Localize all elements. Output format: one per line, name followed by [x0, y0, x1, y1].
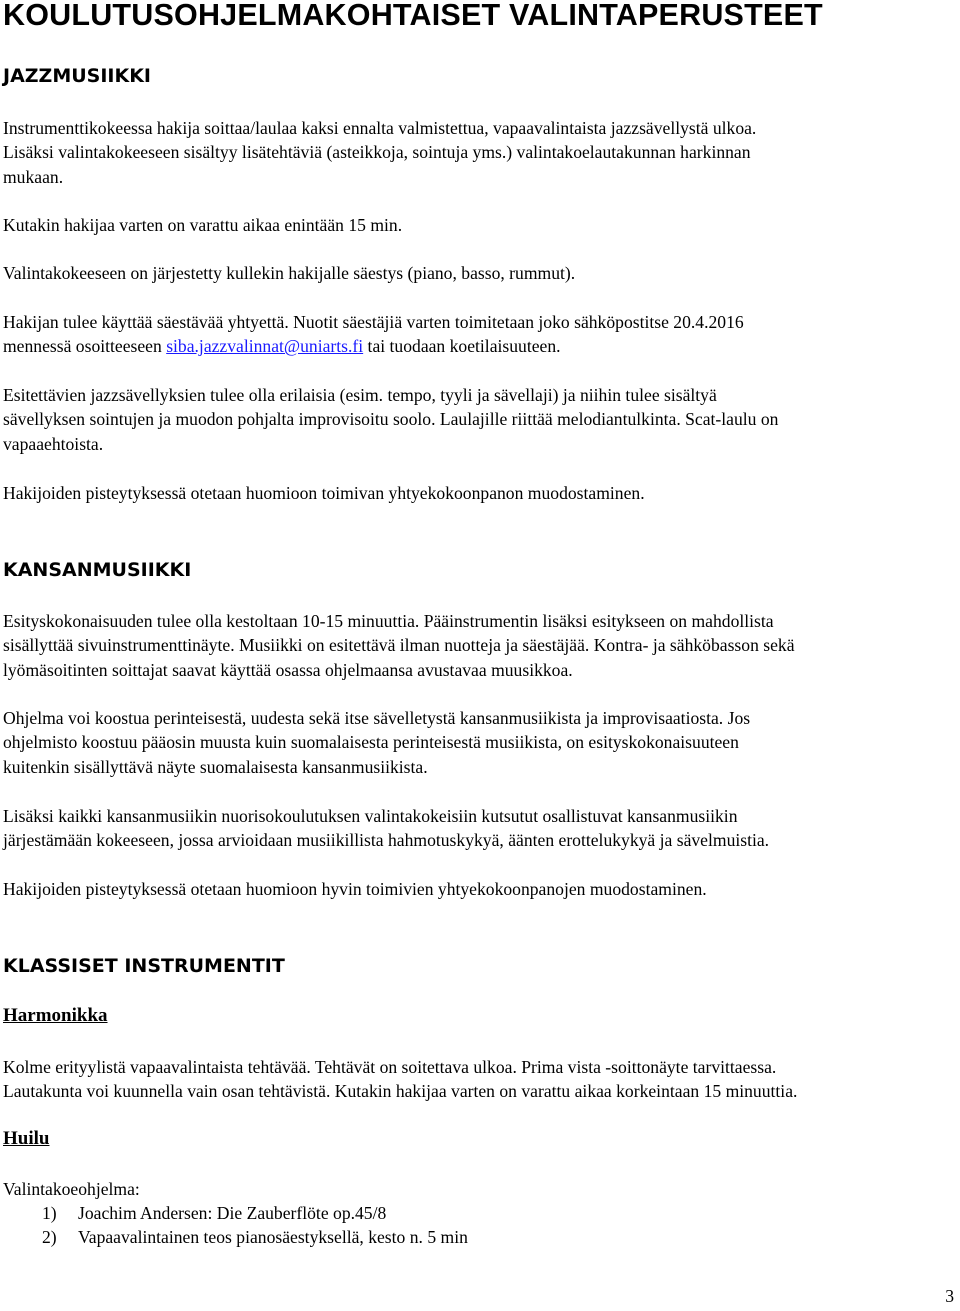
- text-line: Lisäksi valintakokeeseen sisältyy lisätehtäviä (asteikkoja, sointuja yms.) valintakoelautakunnan harkinnan: [3, 142, 751, 163]
- text-segment: tai tuodaan koetilaisuuteen.: [363, 336, 561, 357]
- text-line: Instrumenttikokeessa hakija soittaa/laulaa kaksi ennalta valmistettua, vapaavalintaista jazzsävellystä ulkoa.: [3, 118, 757, 138]
- text-line: Ohjelma voi koostua perinteisestä, uudesta sekä itse sävelletystä kansanmusiikista ja improvisaatiosta. Jos: [3, 708, 751, 728]
- text-line: Hakijoiden pisteytyksessä otetaan huomioon hyvin toimivien yhtyekokoonpanojen muodostaminen.: [3, 879, 707, 899]
- list-item-text: Joachim Andersen: Die Zauberflöte op.45/8: [78, 1203, 387, 1223]
- text-line: Valintakokeeseen on järjestetty kullekin hakijalle säestys (piano, basso, rummut).: [3, 263, 576, 283]
- jazz-paragraph-5: [3, 383, 958, 456]
- klassiset-heading: KLASSISET INSTRUMENTIT: [3, 955, 285, 977]
- list-item-number: 1): [42, 1203, 57, 1223]
- list-item: [42, 1201, 468, 1225]
- text-line: sävellyksen sointujen ja muodon pohjalta improvisoitu soolo. Laulajille riittää melodiantulkinta. Scat-laulu on: [3, 409, 779, 430]
- text-line: järjestämään kokeeseen, jossa arvioidaan musiikillista hahmotuskykyä, äänten erottelukykyä ja sävelmuistia.: [3, 830, 770, 851]
- list-item: [42, 1225, 468, 1249]
- huilu-program-list: [42, 1201, 468, 1250]
- jazz-paragraph-1: [3, 116, 958, 189]
- harmonikka-heading: Harmonikka: [3, 1005, 108, 1026]
- kansan-paragraph-1: [3, 609, 958, 682]
- huilu-intro: [3, 1177, 958, 1201]
- page-title: KOULUTUSOHJELMAKOHTAISET VALINTAPERUSTEET: [3, 0, 823, 32]
- jazz-paragraph-6: [3, 481, 958, 505]
- kansan-heading: KANSANMUSIIKKI: [3, 559, 192, 581]
- kansan-paragraph-2: [3, 706, 958, 779]
- jazz-paragraph-2: [3, 213, 958, 237]
- kansan-paragraph-4: [3, 877, 958, 901]
- huilu-heading: Huilu: [3, 1128, 50, 1149]
- jazz-heading: JAZZMUSIIKKI: [3, 65, 152, 87]
- jazz-paragraph-3: [3, 261, 958, 285]
- email-link[interactable]: siba.jazzvalinnat@uniarts.fi: [166, 336, 364, 357]
- text-line: sisällyttää sivuinstrumenttinäyte. Musiikki on esitettävä ilman nuotteja ja säestäjää. Kontra- ja sähköbasson sekä: [3, 635, 795, 656]
- harmonikka-paragraph: [3, 1055, 958, 1104]
- text-line: Lisäksi kaikki kansanmusiikin nuorisokoulutuksen valintakokeisiin kutsutut osallistuvat kansanmusiikin: [3, 806, 738, 826]
- text-line: [3, 334, 958, 358]
- text-line: kuitenkin sisällyttävä näyte suomalaisesta kansanmusiikista.: [3, 756, 428, 777]
- text-line: Lautakunta voi kuunnella vain osan tehtävistä. Kutakin hakijaa varten on varattu aikaa korkeintaan 15 minuuttia.: [3, 1081, 798, 1102]
- text-line: Kolme erityylistä vapaavalintaista tehtävää. Tehtävät on soitettava ulkoa. Prima vista -soittonäyte tarvittaessa.: [3, 1057, 777, 1077]
- list-item-number: 2): [42, 1227, 57, 1248]
- text-line: Valintakoeohjelma:: [3, 1179, 140, 1199]
- list-item-text: Vapaavalintainen teos pianosäestyksellä, kesto n. 5 min: [78, 1227, 468, 1248]
- text-line: Hakijan tulee käyttää säestävää yhtyettä. Nuotit säestäjiä varten toimitetaan joko sähköpostitse 20.4.2016: [3, 312, 744, 332]
- text-line: ohjelmisto koostuu pääosin muusta kuin suomalaisesta perinteisestä musiikista, on esityskokonaisuuteen: [3, 732, 739, 753]
- text-line: vapaaehtoista.: [3, 433, 104, 454]
- text-segment: mennessä osoitteeseen: [3, 336, 167, 357]
- page-number: 3: [945, 1286, 954, 1306]
- text-line: Hakijoiden pisteytyksessä otetaan huomioon toimivan yhtyekokoonpanon muodostaminen.: [3, 483, 645, 503]
- text-line: Esityskokonaisuuden tulee olla kestoltaan 10-15 minuuttia. Pääinstrumentin lisäksi esitykseen on mahdollista: [3, 611, 774, 631]
- text-line: Esitettävien jazzsävellyksien tulee olla erilaisia (esim. tempo, tyyli ja sävellaji) ja niihin tulee sisältyä: [3, 385, 717, 405]
- text-line: Kutakin hakijaa varten on varattu aikaa enintään 15 min.: [3, 215, 403, 235]
- text-line: lyömäsoitinten soittajat saavat käyttää osassa ohjelmaansa avustavaa muusikkoa.: [3, 659, 573, 680]
- text-line: mukaan.: [3, 166, 64, 187]
- jazz-paragraph-4: [3, 310, 958, 359]
- kansan-paragraph-3: [3, 804, 958, 853]
